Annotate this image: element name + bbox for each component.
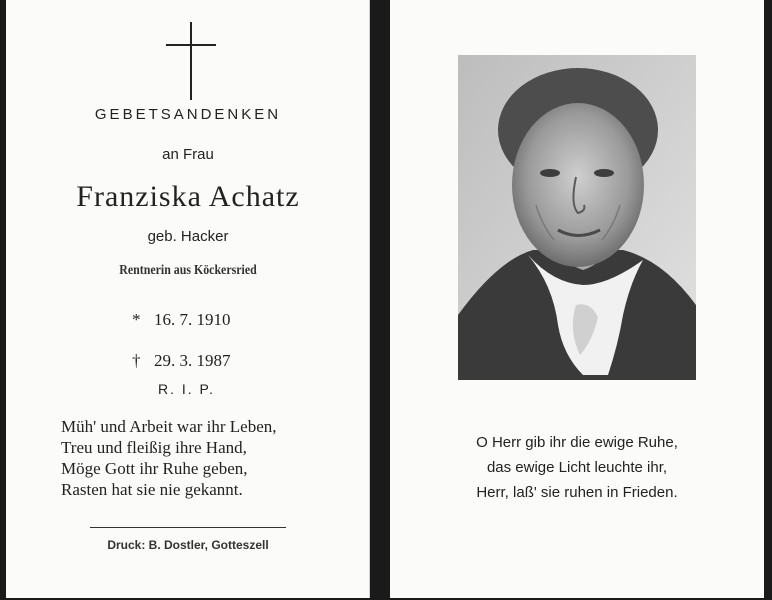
portrait-photo [458, 55, 696, 380]
divider-line [90, 527, 286, 528]
poem-line: Möge Gott ihr Ruhe geben, [61, 459, 248, 478]
poem-line: Rasten hat sie nie gekannt. [61, 480, 243, 499]
printer-credit: Druck: B. Dostler, Gotteszell [107, 538, 269, 552]
birth-symbol: * [132, 310, 141, 329]
rip-text: R. I. P. [158, 381, 215, 397]
death-date-row [132, 351, 231, 371]
birth-date-row [132, 310, 231, 330]
prayer-line: O Herr gib ihr die ewige Ruhe, [476, 434, 678, 451]
maiden-name: geb. Hacker [147, 228, 229, 245]
salutation: an Frau [162, 146, 214, 163]
portrait-icon [458, 55, 696, 380]
memorial-poem [61, 416, 277, 500]
prayer-line: das ewige Licht leuchte ihr, [486, 459, 668, 476]
death-date: 29. 3. 1987 [154, 351, 231, 370]
death-symbol: † [132, 351, 141, 370]
prayer-line: Herr, laß' sie ruhen in Frieden. [476, 484, 678, 501]
birth-date: 16. 7. 1910 [154, 310, 231, 329]
cross-icon [166, 22, 216, 100]
poem-line: Treu und fleißig ihre Hand, [61, 438, 247, 457]
deceased-name: Franziska Achatz [76, 180, 300, 213]
prayer-text [390, 430, 764, 505]
poem-line: Müh' und Arbeit war ihr Leben, [61, 417, 277, 436]
occupation: Rentnerin aus Köckersried [119, 263, 257, 278]
memorial-card-back [390, 0, 764, 598]
memorial-card-front [6, 0, 370, 598]
card-heading: GEBETSANDENKEN [94, 106, 282, 123]
